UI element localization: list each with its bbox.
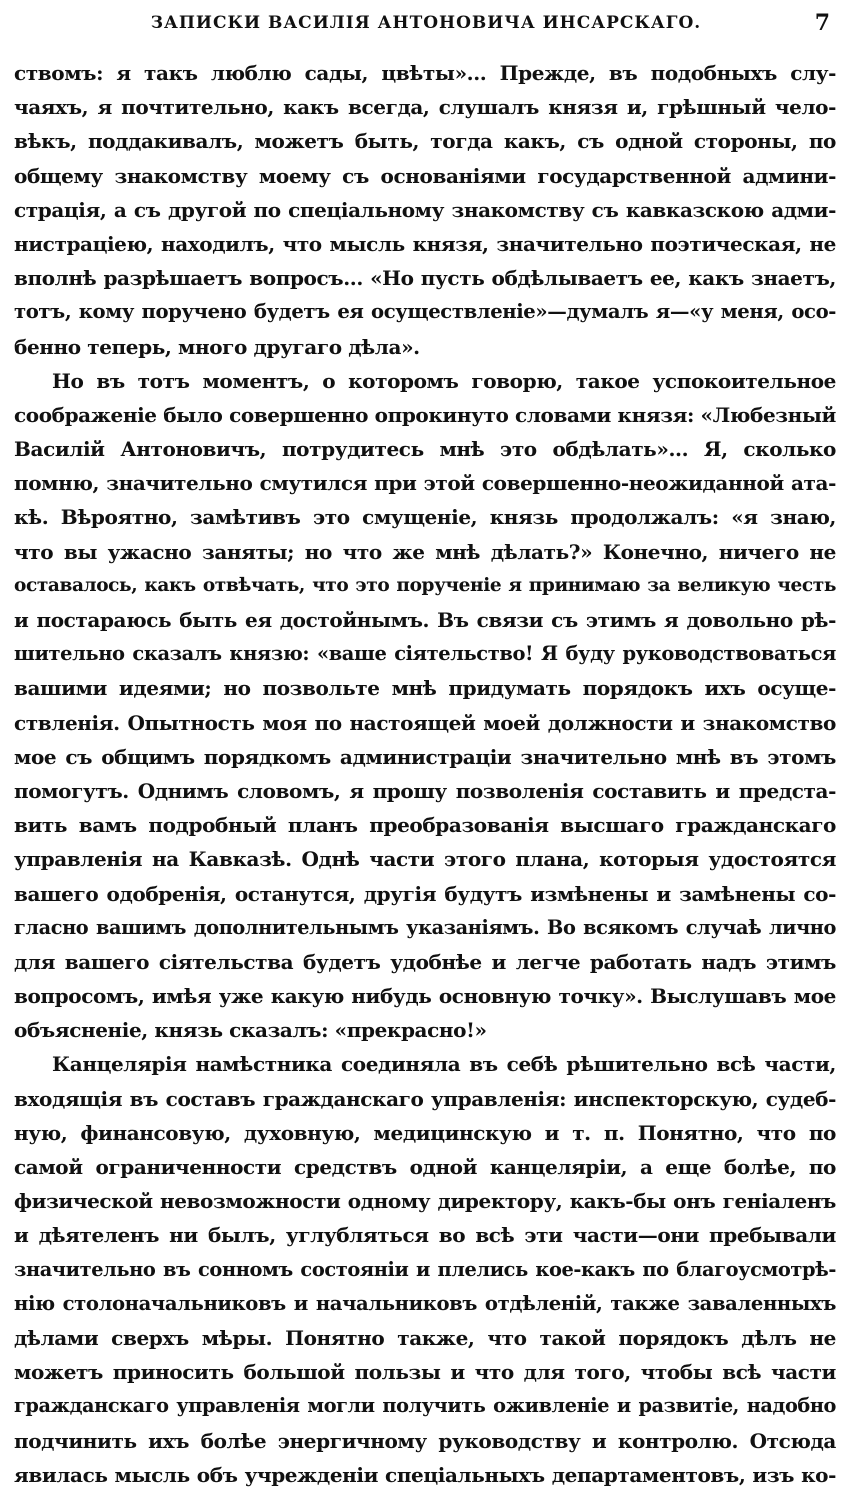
text-line: нію столоначальниковъ и начальниковъ отдѣленій, также заваленныхъ — [14, 1291, 836, 1315]
text-line: ствленія. Опытность моя по настоящей моей должности и знакомство — [14, 710, 836, 735]
text-line: помогутъ. Однимъ словомъ, я прошу позволенія составить и предста- — [14, 778, 836, 803]
text-line: гражданскаго управленія могли получить оживленіе и развитіе, надобно — [14, 1394, 836, 1418]
text-line: вить вамъ подробный планъ преобразованія высшаго гражданскаго — [14, 813, 836, 838]
text-line: физической невозможности одному директору, какъ-бы онъ геніаленъ — [14, 1189, 836, 1214]
text-line: Василій Антоновичъ, потрудитесь мнѣ это обдѣлать»... Я, сколько — [14, 437, 836, 462]
text-line: входящія въ составъ гражданскаго управленія: инспекторскую, судеб- — [14, 1086, 836, 1111]
text-line: чаяхъ, я почтительно, какъ всегда, слушалъ князя и, грѣшный чело- — [14, 95, 836, 120]
text-line: и дѣятеленъ ни былъ, углубляться во всѣ эти части—они пребывали — [14, 1223, 836, 1248]
text-line: гласно вашимъ дополнительнымъ указаніямъ. Во всякомъ случаѣ лично — [14, 915, 836, 939]
text-line: значительно въ сонномъ состояніи и плелись кое-какъ по благоусмотрѣ- — [14, 1257, 836, 1281]
text-line: тотъ, кому поручено будетъ ея осуществленіе»—думалъ я—«у меня, осо- — [14, 300, 836, 324]
running-title: ЗАПИСКИ ВАСИЛІЯ АНТОНОВИЧА ИНСАРСКАГО. — [150, 13, 702, 33]
text-line: явилась мысль объ учрежденіи спеціальныхъ департаментовъ, изъ ко- — [14, 1462, 836, 1487]
text-line: подчинить ихъ болѣе энергичному руководству и контролю. Отсюда — [14, 1428, 836, 1453]
text-line: мое съ общимъ порядкомъ администраціи значительно мнѣ въ этомъ — [14, 744, 836, 769]
text-line: вполнѣ разрѣшаетъ вопросъ... «Но пусть обдѣлываетъ ее, какъ знаетъ, — [14, 266, 836, 291]
text-line: страція, а съ другой по спеціальному знакомству съ кавказскою адми- — [14, 197, 836, 222]
text-line: шительно сказалъ князю: «ваше сіятельство! Я буду руководствоваться — [14, 642, 836, 666]
text-line: нистраціею, находилъ, что мысль князя, значительно поэтическая, не — [14, 231, 836, 256]
text-line: вашими идеями; но позвольте мнѣ придумать порядокъ ихъ осуще- — [14, 676, 836, 701]
text-line: дѣлами сверхъ мѣры. Понятно также, что такой порядокъ дѣлъ не — [14, 1325, 836, 1350]
text-line: вѣкъ, поддакивалъ, можетъ быть, тогда какъ, съ одной стороны, по — [14, 129, 836, 154]
text-line: общему знакомству моему съ основаніями государственной админи- — [14, 163, 836, 188]
text-line: соображеніе было совершенно опрокинуто словами князя: «Любезный — [14, 402, 836, 427]
text-line: самой ограниченности средствъ одной канцеляріи, а еще болѣе, по — [14, 1155, 836, 1179]
text-line: можетъ приносить большой пользы и что для того, чтобы всѣ части — [14, 1360, 836, 1385]
text-line: что вы ужасно заняты; но что же мнѣ дѣлать?» Конечно, ничего не — [14, 539, 836, 564]
text-line: Но въ тотъ моментъ, о которомъ говорю, такое успокоительное — [52, 368, 836, 393]
body-text — [14, 56, 836, 1492]
text-line: управленія на Кавказѣ. Однѣ части этого плана, которыя удостоятся — [14, 847, 836, 872]
text-line: кѣ. Вѣроятно, замѣтивъ это смущеніе, князь продолжалъ: «я знаю, — [14, 505, 836, 530]
text-line: ную, финансовую, духовную, медицинскую и т. п. Понятно, что по — [14, 1120, 836, 1145]
text-line: для вашего сіятельства будетъ удобнѣе и легче работать надъ этимъ — [14, 949, 836, 974]
text-line: вашего одобренія, останутся, другія будутъ измѣнены и замѣнены со- — [14, 881, 836, 906]
text-line: Канцелярія намѣстника соединяла въ себѣ рѣшительно всѣ части, — [52, 1052, 836, 1077]
text-line: объясненіе, князь сказалъ: «прекрасно!» — [14, 1018, 487, 1043]
text-line: бенно теперь, много другаго дѣла». — [14, 334, 420, 359]
page-header — [0, 8, 852, 38]
page-number: 7 — [814, 10, 830, 36]
text-line: и постараюсь быть ея достойнымъ. Въ связи съ этимъ я довольно рѣ- — [14, 608, 836, 632]
text-line: вопросомъ, имѣя уже какую нибудь основную точку». Выслушавъ мое — [14, 984, 836, 1009]
text-line: помню, значительно смутился при этой совершенно-неожиданной ата- — [14, 471, 836, 496]
text-line: оставалось, какъ отвѣчать, что это порученіе я принимаю за великую честь — [14, 574, 836, 596]
text-line: ствомъ: я такъ люблю сады, цвѣты»... Прежде, въ подобныхъ слу- — [14, 61, 836, 85]
